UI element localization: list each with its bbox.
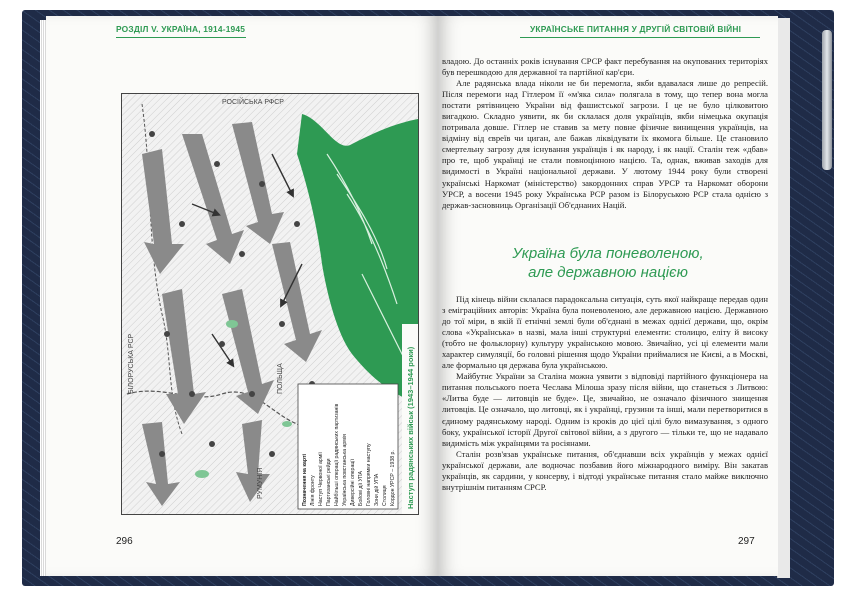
running-head-rule [520, 37, 760, 38]
running-head-left: РОЗДІЛ V. УКРАЇНА, 1914-1945 [116, 24, 246, 34]
body-text-top [442, 56, 768, 211]
section-heading [438, 244, 778, 282]
legend-item: Українська повстанська армія [342, 434, 348, 506]
map-label-center: ПОЛЬЩА [277, 363, 284, 394]
map-label-south: РУМУНІЯ [257, 467, 264, 499]
map-label-top: РОСІЙСЬКА РФСР [222, 99, 284, 106]
map-figure [121, 93, 419, 515]
legend-item: Головні напрямки наступу [366, 443, 372, 506]
page-number-left: 296 [116, 536, 133, 547]
map-caption: Наступ радянських військ (1943–1944 роки) [406, 346, 415, 509]
map-svg [122, 94, 418, 514]
map-label-left: БІЛОРУСЬКА РСР [128, 333, 135, 394]
section-heading-line1: Україна була поневоленою, [512, 245, 704, 262]
legend-item: Наступ Червоної армії [318, 452, 324, 506]
legend-item: Бойові дії УПА [358, 471, 364, 506]
legend-item: Столиця [382, 485, 388, 506]
map-legend [298, 384, 398, 509]
paragraph: Але радянська влада ніколи не би перемогла, якби вдавалася лише до репресій. Після перемоги над Гітлером її «м'яка сила» полягала в тому, що тепер вона могла постати рятівницею України від фашистської загрози. І це не було цілковитою вигадкою. Складно уявити, як би склалася доля українців, якби німецька окупація потривала довше. Гітлер не ставив за мету повне фізичне винищення українців, на відміну від євреїв чи циган, але бажав ліквідувати їх якомога більше. Це становило смертельну загрозу для існування українців і як народу, і як нації. Сталін теж «дбав» про те, щоб українці не стали повноцінною нацією. Та, однак, вживав заходів для видимості в Україні національної держави. У лютому 1944 року були створені українські Наркомат (міністерство) закордонних справ УРСР та Наркомат оборони УРСР, а восени 1945 року Українська РСР разом із Білоруською РСР стала однією з держав-засновниць Організації Об'єднаних Націй. [442, 78, 768, 210]
page-stack-right [777, 18, 790, 578]
paragraph: Під кінець війни склалася парадоксальна ситуація, суть якої найкраще передав один з еміграційних авторів: Україна була поневоленою, але державною нацією. Державною до тої міри, в якій її етнічні землі були об'єднані в межах однієї держави, що, окрім слова «Українська» в назві, мала інші структурні елементи: столицю, еліту й високу (тобто не фольклорну) культуру українською мовою. Звичайно, усі ці елементи мали характер симуляції, бо головні рішення щодо України приймалися не Києві, а в Москві, але формально ця держава була українською. [442, 294, 768, 371]
paragraph: Майбутнє України за Сталіна можна уявити з відповіді партійного функціонера на питання польського поета Чеслава Мілоша зразу після війни, що станеться з Литвою: «Литва буде — литовців не буде». Це, звичайно, не означало фізичного знищення литовців. Це означало, що литовці, як і українці, грузини та інші, мали перетворитися в єдиному радянському народі. Одним із кроків до цієї цілі було вимазування, з одного боку, української історії Другої світової війни, а з другого — тільки те, що не надавало видимість між українцями та росіянами. [442, 371, 768, 448]
legend-item: Диверсійні операції [350, 459, 356, 506]
page-number-right: 297 [738, 536, 755, 547]
section-heading-line2: але державною нацією [528, 264, 688, 281]
legend-item: Кордон УРСР – 1938 р. [390, 450, 396, 506]
page-clip [822, 30, 832, 170]
paragraph: Сталін розв'язав українське питання, об'єднавши всіх українців у межах однієї української держави, але водночас позбавив його міжнародного виміру. Він закатав українців, як сардини, у консерву, і відтоді українське питання стало майже виключно внутрішнім питанням СРСР. [442, 448, 768, 492]
running-head-rule [116, 37, 246, 38]
legend-item: Лінія фронту [310, 475, 316, 506]
running-head-right: УКРАЇНСЬКЕ ПИТАННЯ У ДРУГІЙ СВІТОВІЙ ВІЙНІ [530, 24, 742, 34]
body-text-bottom [442, 294, 768, 493]
legend-item: Партизанські рейди [326, 458, 332, 506]
legend-item: Найбільші операції радянських партизанів [334, 403, 340, 506]
left-page [46, 16, 438, 576]
paragraph: владою. До останніх років існування СРСР факт перебування на окупованих територіях був перешкодою для державної та партійної кар'єри. [442, 56, 768, 78]
legend-item: Зони дій УПА [374, 473, 380, 506]
right-page [438, 16, 778, 576]
legend-title: Позначення на карті [302, 454, 308, 506]
